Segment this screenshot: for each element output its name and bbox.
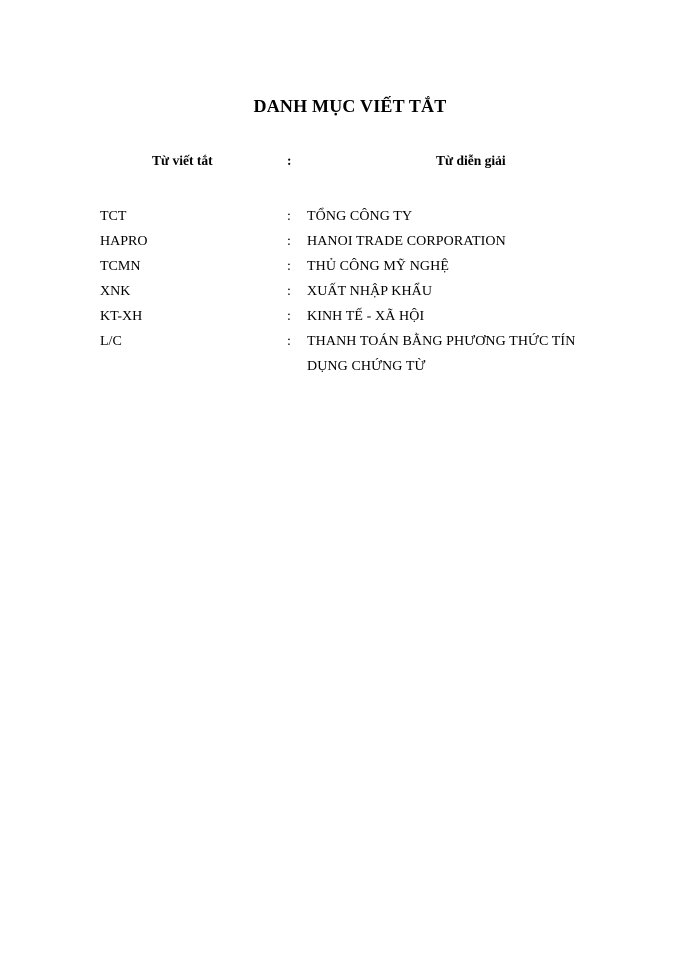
- definition: TỔNG CÔNG TY: [307, 209, 413, 224]
- abbreviation: TCT: [100, 209, 127, 224]
- header-separator: :: [287, 153, 292, 168]
- separator: :: [287, 284, 291, 299]
- definition: HANOI TRADE CORPORATION: [307, 234, 506, 249]
- header-abbreviation-label: Từ viết tắt: [152, 153, 213, 168]
- list-item: [0, 279, 700, 304]
- list-item: [0, 229, 700, 254]
- abbreviation: XNK: [100, 284, 131, 299]
- separator: :: [287, 209, 291, 224]
- list-item: [0, 304, 700, 329]
- abbreviation: L/C: [100, 334, 122, 349]
- separator: :: [287, 309, 291, 324]
- definition: KINH TẾ - XÃ HỘI: [307, 309, 425, 324]
- list-item: [0, 329, 700, 379]
- separator: :: [287, 334, 291, 349]
- abbreviation: KT-XH: [100, 309, 143, 324]
- list-item: [0, 204, 700, 229]
- abbreviation: HAPRO: [100, 234, 148, 249]
- definition: THỦ CÔNG MỸ NGHỆ: [307, 259, 449, 274]
- abbreviation-list: [0, 204, 700, 379]
- definition: XUẤT NHẬP KHẨU: [307, 284, 433, 299]
- list-item: [0, 254, 700, 279]
- page-title: DANH MỤC VIẾT TẮT: [253, 96, 447, 116]
- separator: :: [287, 234, 291, 249]
- definition: THANH TOÁN BẰNG PHƯƠNG THỨC TÍN DỤNG CHỨNG TỪ: [307, 334, 576, 374]
- abbreviation: TCMN: [100, 259, 141, 274]
- separator: :: [287, 259, 291, 274]
- header-definition-label: Từ diễn giải: [436, 153, 506, 168]
- table-header: [0, 153, 700, 173]
